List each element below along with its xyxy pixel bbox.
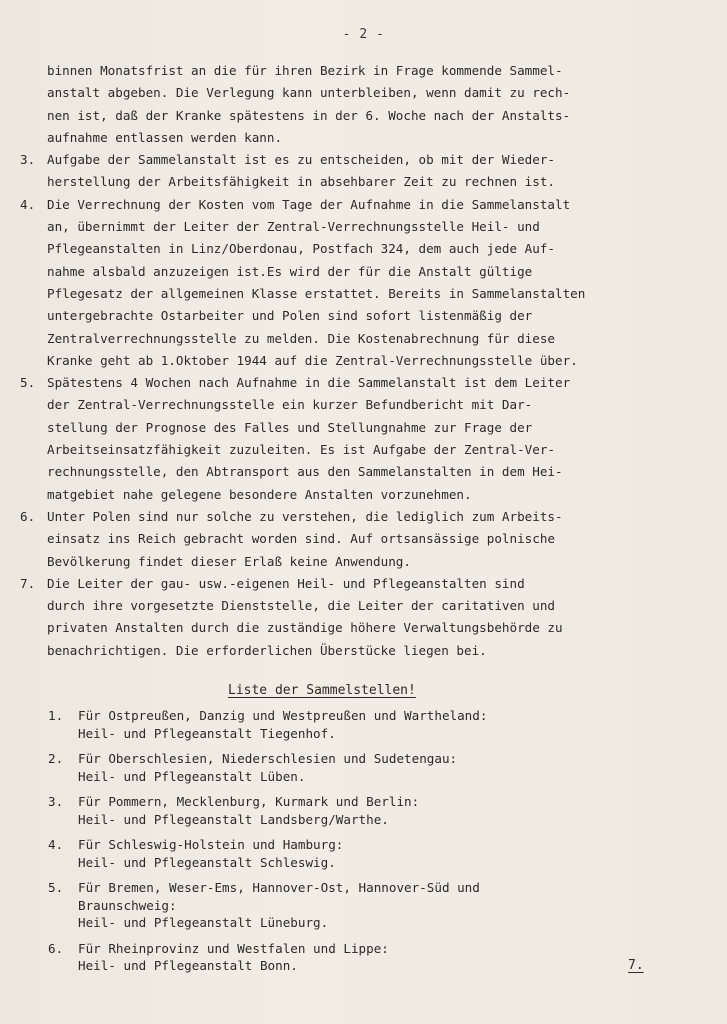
- text-line: Spätestens 4 Wochen nach Aufnahme in die Sammelanstalt ist dem Leiter: [47, 375, 571, 391]
- text-line: benachrichtigen. Die erforderlichen Überstücke liegen bei.: [47, 642, 487, 658]
- list-item-number: 1.: [48, 708, 64, 723]
- text-line: Bevölkerung findet dieser Erlaß keine Anwendung.: [47, 553, 411, 569]
- list-item-line: Für Oberschlesien, Niederschlesien und Sudetengau:: [78, 751, 458, 766]
- paragraph-3: [20, 149, 710, 194]
- list-item-line: Für Ostpreußen, Danzig und Westpreußen und Wartheland:: [78, 708, 488, 723]
- document-body: [20, 60, 710, 662]
- text-line: an, übernimmt der Leiter der Zentral-Verrechnungsstelle Heil- und: [47, 219, 540, 235]
- text-line: stellung der Prognose des Falles und Stellungnahme zur Frage der: [47, 419, 533, 435]
- text-line: untergebrachte Ostarbeiter und Polen sind sofort listenmäßig der: [47, 308, 533, 324]
- text-line: privaten Anstalten durch die zuständige höhere Verwaltungsbehörde zu: [47, 620, 563, 636]
- list-item-line: Für Bremen, Weser-Ems, Hannover-Ost, Hannover-Süd und: [78, 880, 480, 895]
- paragraph-number: 6.: [20, 508, 36, 524]
- text-line: Arbeitseinsatzfähigkeit zuzuleiten. Es ist Aufgabe der Zentral-Ver-: [47, 442, 555, 458]
- list-item-line: Für Rheinprovinz und Westfalen und Lippe:: [78, 940, 389, 956]
- list-item: [48, 793, 698, 828]
- paragraph-number: 7.: [20, 575, 36, 591]
- paragraph-7: [20, 573, 710, 662]
- text-line: einsatz ins Reich gebracht worden sind. Auf ortsansässige polnische: [47, 531, 555, 547]
- text-line: herstellung der Arbeitsfähigkeit in absehbarer Zeit zu rechnen ist.: [47, 174, 555, 190]
- paragraph-number: 3.: [20, 152, 36, 168]
- list-item-line: Heil- und Pflegeanstalt Lüben.: [78, 768, 306, 784]
- text-line: anstalt abgeben. Die Verlegung kann unterbleiben, wenn damit zu rech-: [47, 85, 571, 101]
- list-item-line: Heil- und Pflegeanstalt Lüneburg.: [78, 915, 329, 930]
- text-line: binnen Monatsfrist an die für ihren Bezirk in Frage kommende Sammel-: [47, 63, 563, 78]
- text-line: durch ihre vorgesetzte Dienststelle, die Leiter der caritativen und: [47, 598, 555, 614]
- paragraph-number: 4.: [20, 196, 36, 212]
- list-item: [48, 836, 698, 871]
- paragraph-4: [20, 194, 710, 372]
- text-line: Zentralverrechnungsstelle zu melden. Die Kostenabrechnung für diese: [47, 330, 555, 346]
- list-item: [48, 940, 698, 975]
- text-line: Die Leiter der gau- usw.-eigenen Heil- und Pflegeanstalten sind: [47, 575, 525, 591]
- list-item-number: 2.: [48, 751, 64, 766]
- paragraph-number: 5.: [20, 375, 36, 391]
- list-item-line: Für Pommern, Mecklenburg, Kurmark und Berlin:: [78, 794, 420, 809]
- list-item-line: Heil- und Pflegeanstalt Bonn.: [78, 958, 298, 973]
- list-item-number: 6.: [48, 940, 64, 956]
- text-line: nahme alsbald anzuzeigen ist.Es wird der für die Anstalt gültige: [47, 263, 533, 279]
- list-item: [48, 707, 698, 742]
- list-item: [48, 879, 698, 932]
- text-line: nen ist, daß der Kranke spätestens in der 6. Woche nach der Anstalts-: [47, 107, 571, 123]
- list-heading: Liste der Sammelstellen!: [228, 683, 416, 698]
- text-line: Pflegesatz der allgemeinen Klasse erstattet. Bereits in Sammelanstalten: [47, 285, 586, 301]
- list-item-number: 5.: [48, 880, 64, 895]
- text-line: Kranke geht ab 1.Oktober 1944 auf die Zentral-Verrechnungsstelle über.: [47, 352, 578, 368]
- list-item: [48, 750, 698, 785]
- list-item-line: Heil- und Pflegeanstalt Tiegenhof.: [78, 725, 336, 741]
- text-line: Unter Polen sind nur solche zu verstehen, die lediglich zum Arbeits-: [47, 508, 563, 524]
- list-item-line: Heil- und Pflegeanstalt Landsberg/Warthe.: [78, 811, 389, 827]
- text-line: Pflegeanstalten in Linz/Oberdonau, Postfach 324, dem auch jede Auf-: [47, 241, 555, 257]
- list-item-line: Für Schleswig-Holstein und Hamburg:: [78, 837, 344, 852]
- paragraph-5: [20, 372, 710, 506]
- text-line: rechnungsstelle, den Abtransport aus den Sammelanstalten in dem Hei-: [47, 464, 563, 480]
- text-line: Aufgabe der Sammelanstalt ist es zu entscheiden, ob mit der Wieder-: [47, 152, 555, 168]
- text-line: Die Verrechnung der Kosten vom Tage der Aufnahme in die Sammelanstalt: [47, 196, 571, 212]
- paragraph-continued: [20, 60, 710, 149]
- text-line: aufnahme entlassen werden kann.: [47, 129, 283, 145]
- paragraph-6: [20, 506, 710, 573]
- list-item-line: Braunschweig:: [78, 897, 177, 913]
- list-item-number: 3.: [48, 794, 64, 809]
- continuation-marker: 7.: [628, 958, 644, 973]
- page-number: - 2 -: [342, 27, 385, 42]
- text-line: matgebiet nahe gelegene besondere Anstalten vorzunehmen.: [47, 486, 472, 502]
- text-line: der Zentral-Verrechnungsstelle ein kurzer Befundbericht mit Dar-: [47, 397, 533, 413]
- list-item-number: 4.: [48, 837, 64, 852]
- sammelstellen-list: [48, 707, 698, 983]
- list-item-line: Heil- und Pflegeanstalt Schleswig.: [78, 854, 336, 870]
